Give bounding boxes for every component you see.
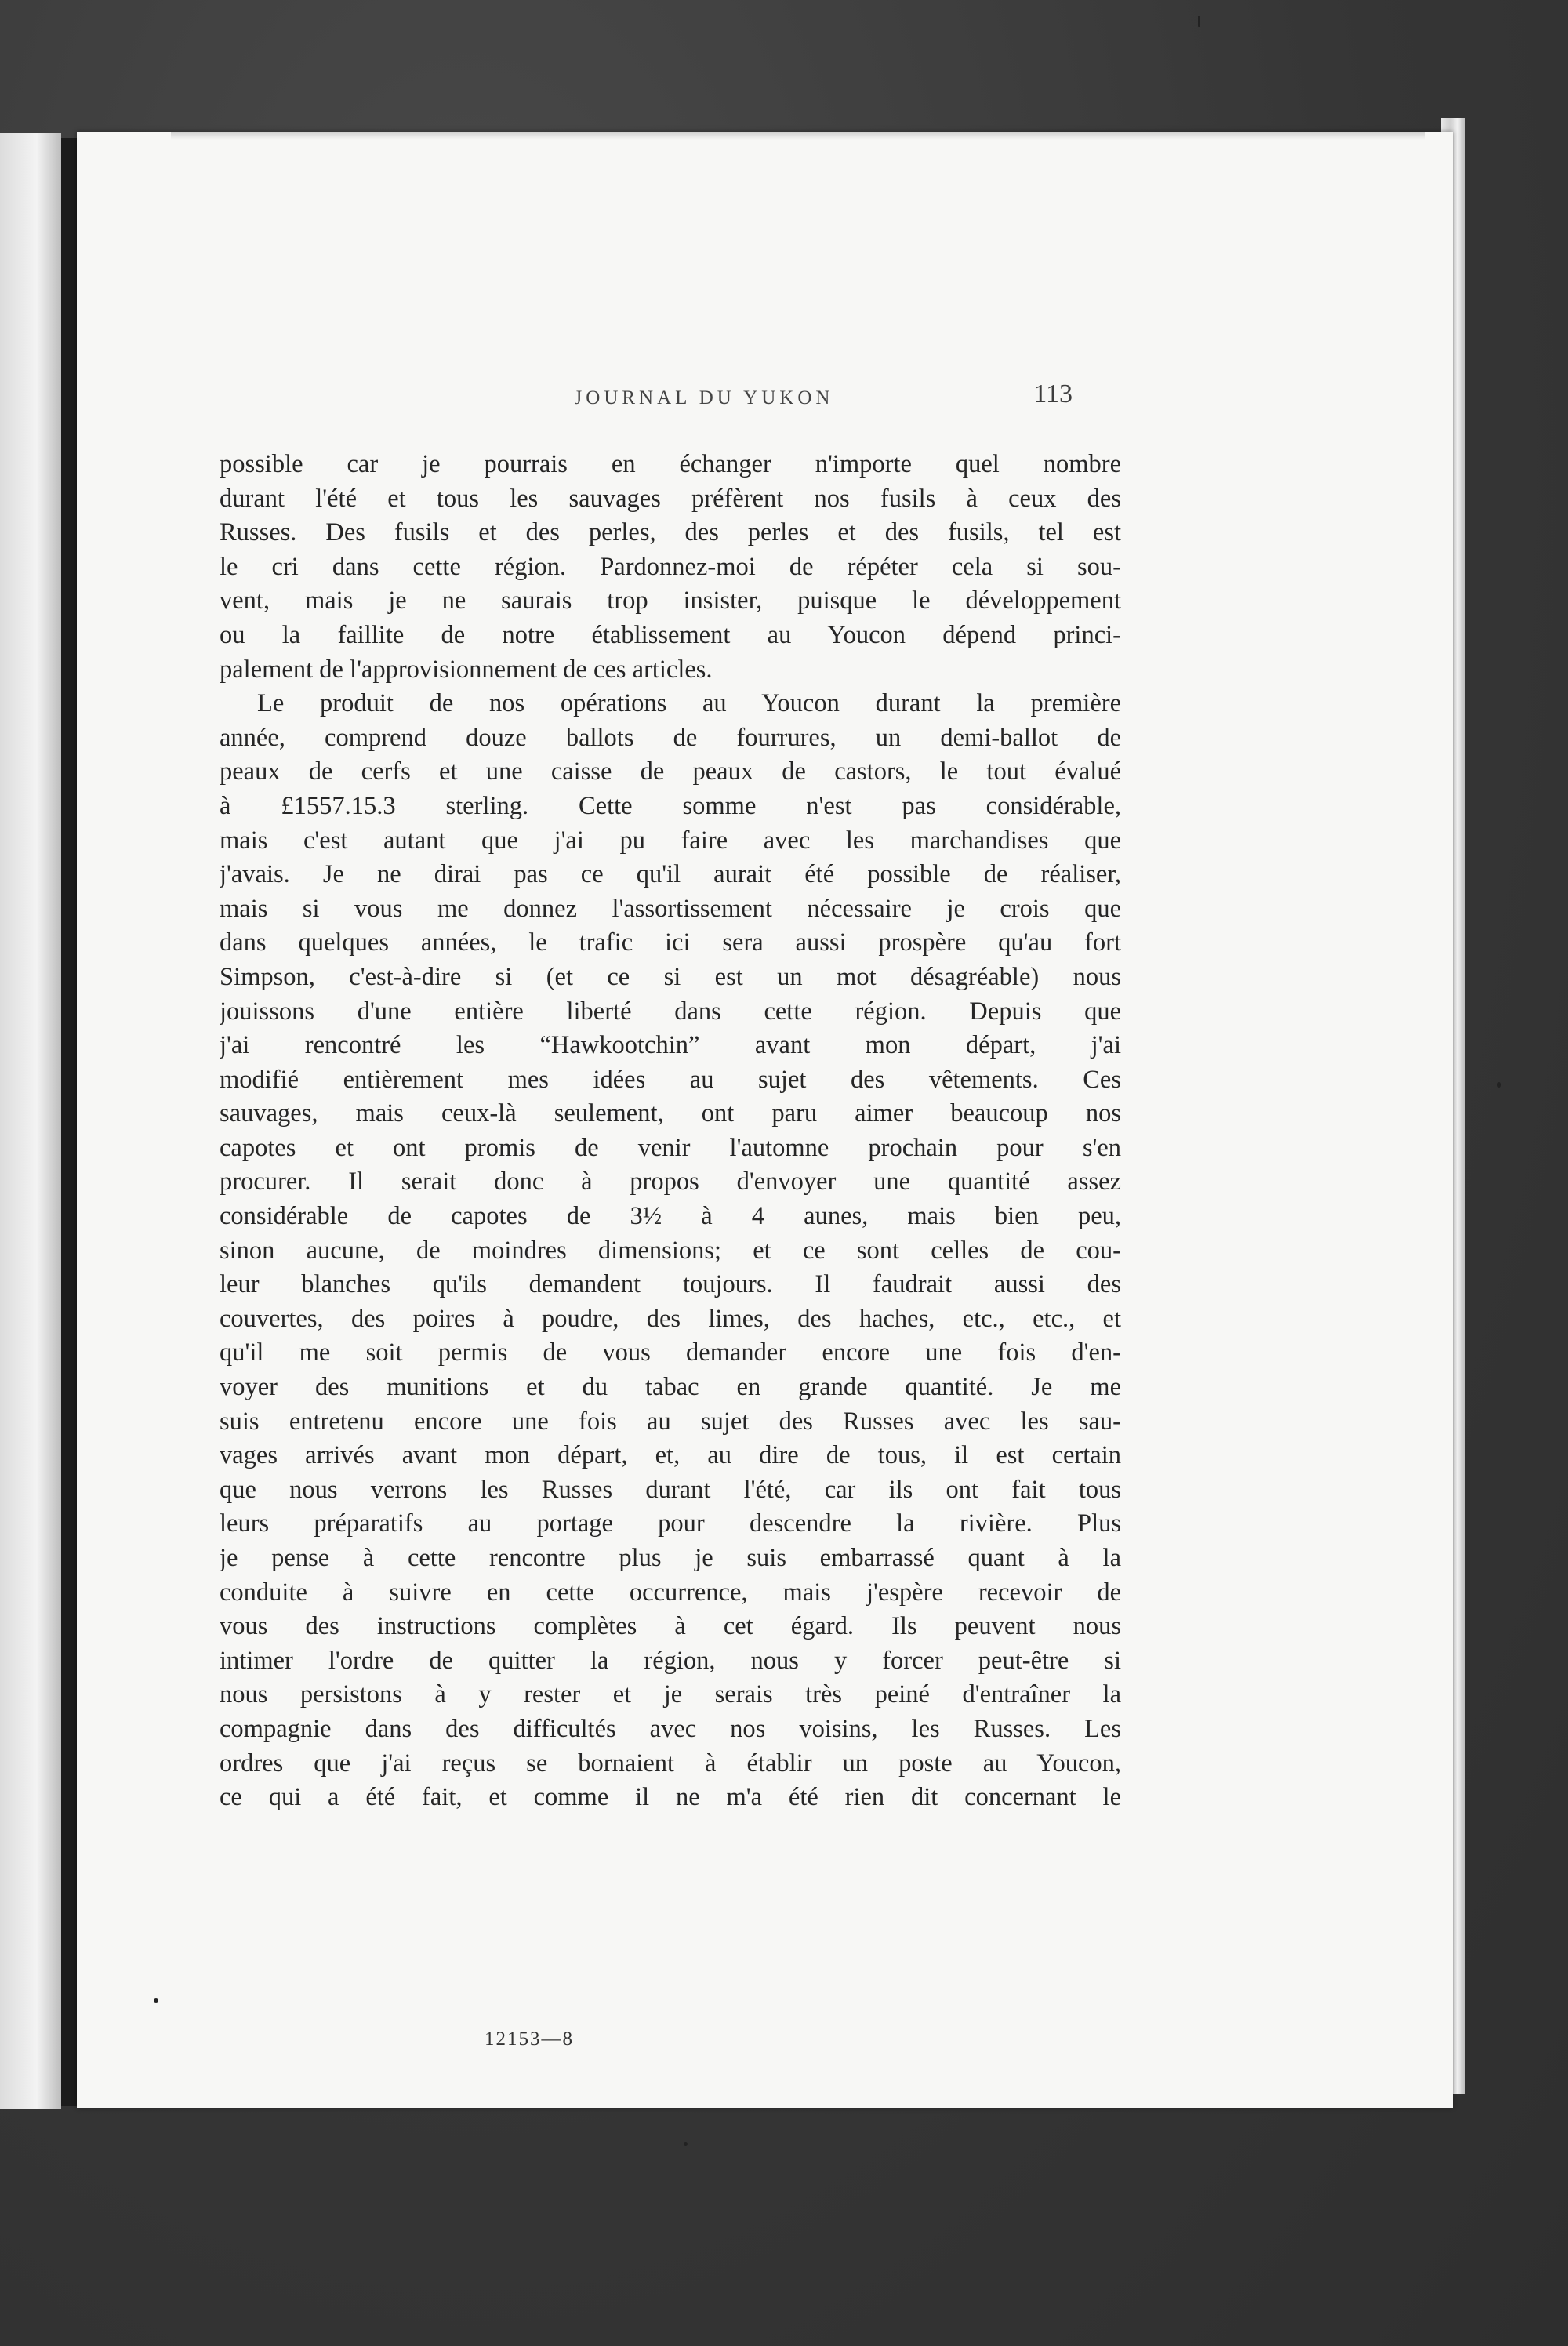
paragraph-start-line: Le produit de nos opérations au Youcon durant la première (257, 689, 1121, 718)
text-line: procurer. Il serait donc à propos d'envoyer une quantité assez (220, 1168, 1121, 1197)
text-line: vages arrivés avant mon départ, et, au dire de tous, il est certain (220, 1441, 1121, 1470)
page-number: 113 (1033, 380, 1073, 409)
text-line: ce qui a été fait, et comme il ne m'a été rien dit concernant le (220, 1783, 1121, 1812)
text-line: sauvages, mais ceux-là seulement, ont paru aimer beaucoup nos (220, 1099, 1121, 1128)
text-line: dans quelques années, le trafic ici sera aussi prospère qu'au fort (220, 928, 1121, 957)
text-line: année, comprend douze ballots de fourrures, un demi-ballot de (220, 723, 1121, 752)
text-line: vent, mais je ne saurais trop insister, puisque le développement (220, 586, 1121, 616)
text-line: suis entretenu encore une fois au sujet des Russes avec les sau- (220, 1407, 1121, 1436)
text-line: intimer l'ordre de quitter la région, nous y forcer peut-être si (220, 1646, 1121, 1675)
text-line: j'ai rencontré les “Hawkootchin” avant mon départ, j'ai (220, 1031, 1121, 1060)
text-line: ou la faillite de notre établissement au Youcon dépend princi- (220, 620, 1121, 649)
text-line: vous des instructions complètes à cet égard. Ils peuvent nous (220, 1612, 1121, 1641)
text-line: jouissons d'une entière liberté dans cette région. Depuis que (220, 997, 1121, 1026)
printer-signature: 12153—8 (485, 2028, 574, 2050)
book-page (77, 132, 1453, 2108)
body-text (220, 448, 1121, 1815)
text-line: durant l'été et tous les sauvages préfèrent nos fusils à ceux des (220, 484, 1121, 513)
dust-speck (154, 1998, 158, 2003)
dust-speck (1497, 1082, 1501, 1088)
text-line: peaux de cerfs et une caisse de peaux de castors, le tout évalué (220, 757, 1121, 786)
text-line: modifié entièrement mes idées au sujet des vêtements. Ces (220, 1065, 1121, 1094)
text-line: nous persistons à y rester et je serais très peiné d'entraîner la (220, 1680, 1121, 1709)
text-line: j'avais. Je ne dirai pas ce qu'il aurait été possible de réaliser, (220, 860, 1121, 889)
text-line: considérable de capotes de 3½ à 4 aunes, mais bien peu, (220, 1202, 1121, 1231)
text-line: couvertes, des poires à poudre, des limes, des haches, etc., etc., et (220, 1304, 1121, 1333)
text-line: leur blanches qu'ils demandent toujours. Il faudrait aussi des (220, 1270, 1121, 1299)
text-line: possible car je pourrais en échanger n'importe quel nombre (220, 450, 1121, 478)
text-line: capotes et ont promis de venir l'automne prochain pour s'en (220, 1133, 1121, 1162)
text-line: compagnie dans des difficultés avec nos voisins, les Russes. Les (220, 1714, 1121, 1743)
text-line: conduite à suivre en cette occurrence, mais j'espère recevoir de (220, 1578, 1121, 1607)
text-line: qu'il me soit permis de vous demander encore une fois d'en- (220, 1338, 1121, 1367)
text-line: Simpson, c'est-à-dire si (et ce si est un mot désagréable) nous (220, 962, 1121, 991)
text-line: à £1557.15.3 sterling. Cette somme n'est pas considérable, (220, 791, 1121, 820)
gutter-shadow (61, 138, 77, 2106)
dust-speck (1198, 16, 1200, 27)
dust-speck (684, 2142, 688, 2146)
facing-page-edge (0, 133, 61, 2109)
text-line: que nous verrons les Russes durant l'été, car ils ont fait tous (220, 1475, 1121, 1504)
text-line: sinon aucune, de moindres dimensions; et ce sont celles de cou- (220, 1236, 1121, 1265)
text-line: le cri dans cette région. Pardonnez-moi de répéter cela si sou- (220, 552, 1121, 581)
text-line: palement de l'approvisionnement de ces articles. (220, 655, 713, 684)
text-line: Russes. Des fusils et des perles, des perles et des fusils, tel est (220, 518, 1121, 547)
text-line: voyer des munitions et du tabac en grande quantité. Je me (220, 1373, 1121, 1402)
text-line: mais si vous me donnez l'assortissement nécessaire je crois que (220, 894, 1121, 923)
running-head-title: JOURNAL DU YUKON (574, 387, 834, 409)
text-line: mais c'est autant que j'ai pu faire avec les marchandises que (220, 826, 1121, 855)
text-line: leurs préparatifs au portage pour descendre la rivière. Plus (220, 1509, 1121, 1538)
text-line: ordres que j'ai reçus se bornaient à établir un poste au Youcon, (220, 1749, 1121, 1778)
text-line: je pense à cette rencontre plus je suis embarrassé quant à la (220, 1544, 1121, 1572)
